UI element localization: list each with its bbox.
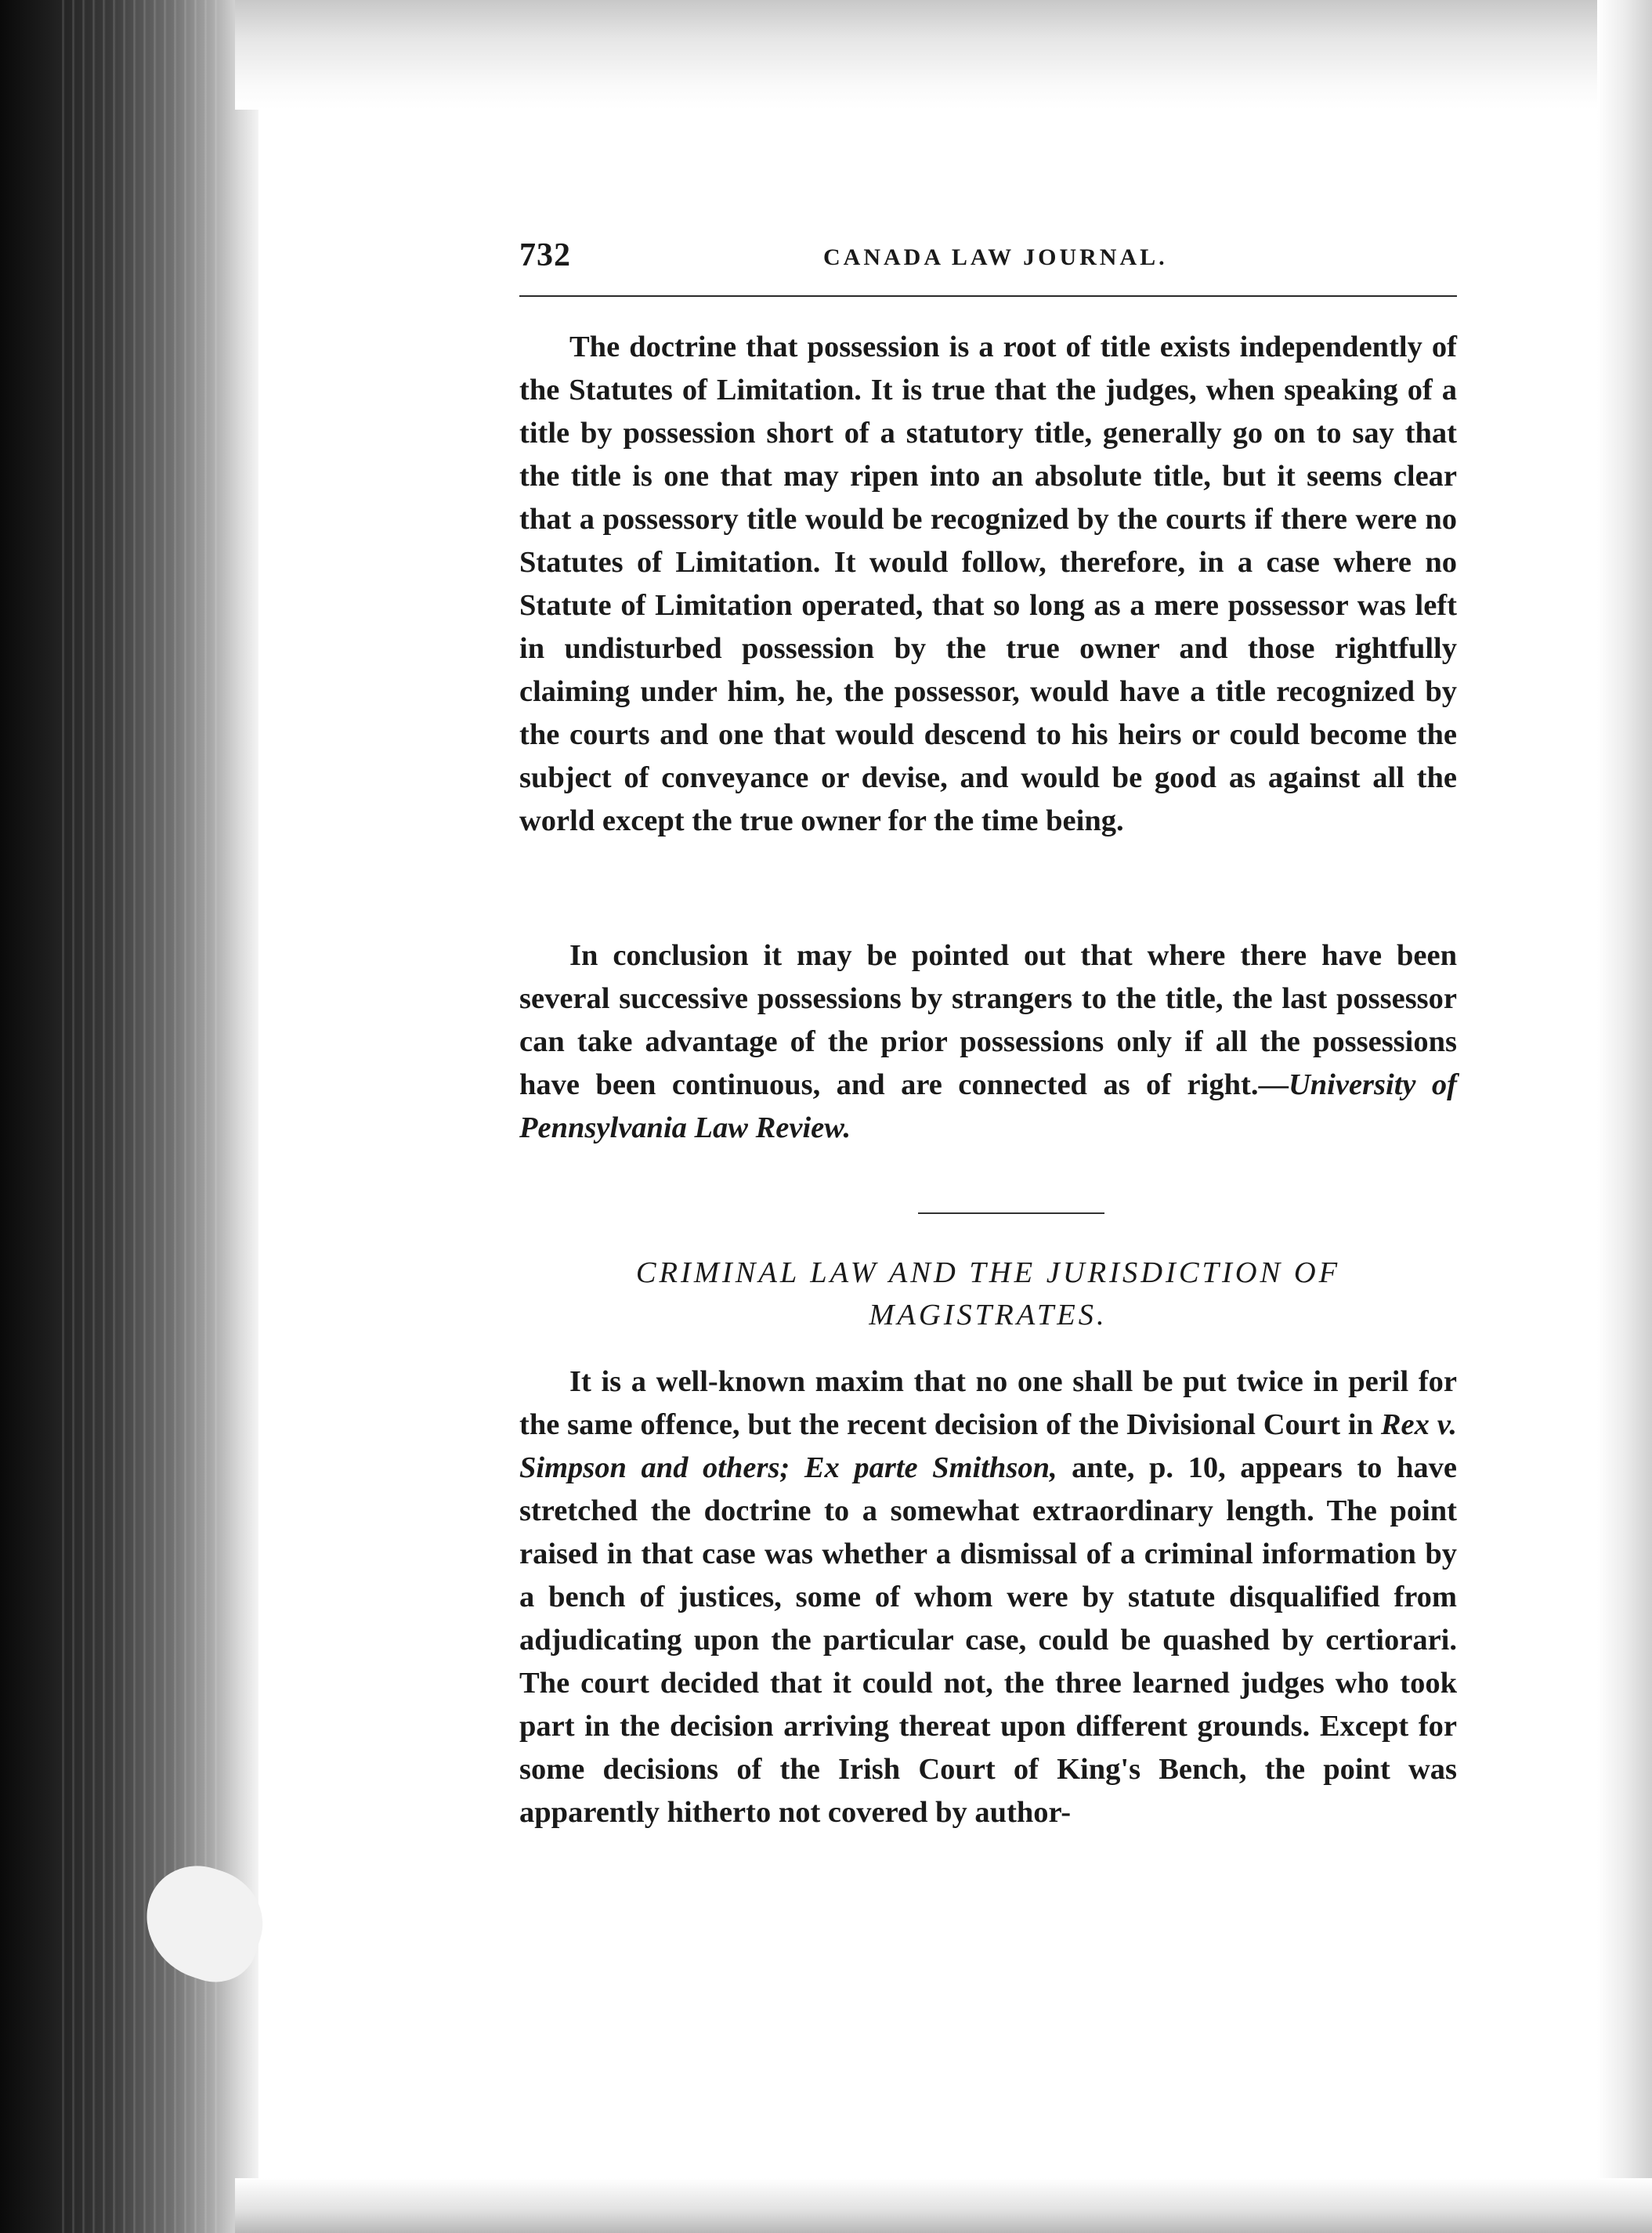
- section-heading-line-1: CRIMINAL LAW AND THE JURISDICTION OF: [635, 1256, 1341, 1289]
- paragraph-conclusion: [519, 934, 1457, 1150]
- paragraph-criminal-law-part-2: ante, p. 10, appears to have stretched the doctrine to a somewhat extraordinary length. The point raised in that case was whether a dismissal of a criminal information by a bench of justices, some of whom were by statute disqualified from adjudicating upon the particular case, could be quashed by certiorari. The court decided that it could not, the three learned judges who took part in the decision arriving thereat upon different grounds. Except for some decisions of the Irish Court of King's Bench, the point was apparently hitherto not covered by author-: [519, 1451, 1457, 1829]
- paragraph-conclusion-text: In conclusion it may be pointed out that where there have been several successive possessions by strangers to the title, the last possessor can take advantage of the prior possessions only if all the possessions have been continuous, and are connected as of right.—: [519, 939, 1457, 1101]
- section-heading: [519, 1252, 1457, 1336]
- running-head: CANADA LAW JOURNAL.: [823, 244, 1168, 270]
- page-header: [519, 237, 1459, 284]
- section-divider: [918, 1212, 1104, 1214]
- source-citation: University of Pennsylvania Law Review.: [519, 1068, 1457, 1144]
- paragraph-possession-doctrine: The doctrine that possession is a root of title exists independently of the Statutes of Limitation. It is true that the judges, when speaking of a title by possession short of a statutory title, generally go on to say that the title is one that may ripen into an absolute title, but it seems clear that a possessory title would be recognized by the courts if there were no Statutes of Limitation. It would follow, therefore, in a case where no Statute of Limitation operated, that so long as a mere possessor was left in undisturbed possession by the true owner and those rightfully claiming under him, he, the possessor, would have a title recognized by the courts and one that would descend to his heirs or could become the subject of conveyance or devise, and would be good as against all the world except the true owner for the time being.: [519, 331, 1457, 837]
- paragraph-criminal-law: [519, 1360, 1457, 1834]
- section-heading-line-2: MAGISTRATES.: [869, 1299, 1108, 1331]
- case-name: Rex v. Simpson and others; Ex parte Smithson,: [519, 1408, 1457, 1484]
- paragraph-criminal-law-part-1: It is a well-known maxim that no one shall be put twice in peril for the same offence, but the recent decision of the Divisional Court in: [519, 1365, 1457, 1441]
- page-number: 732: [519, 237, 571, 273]
- header-rule: [519, 295, 1457, 297]
